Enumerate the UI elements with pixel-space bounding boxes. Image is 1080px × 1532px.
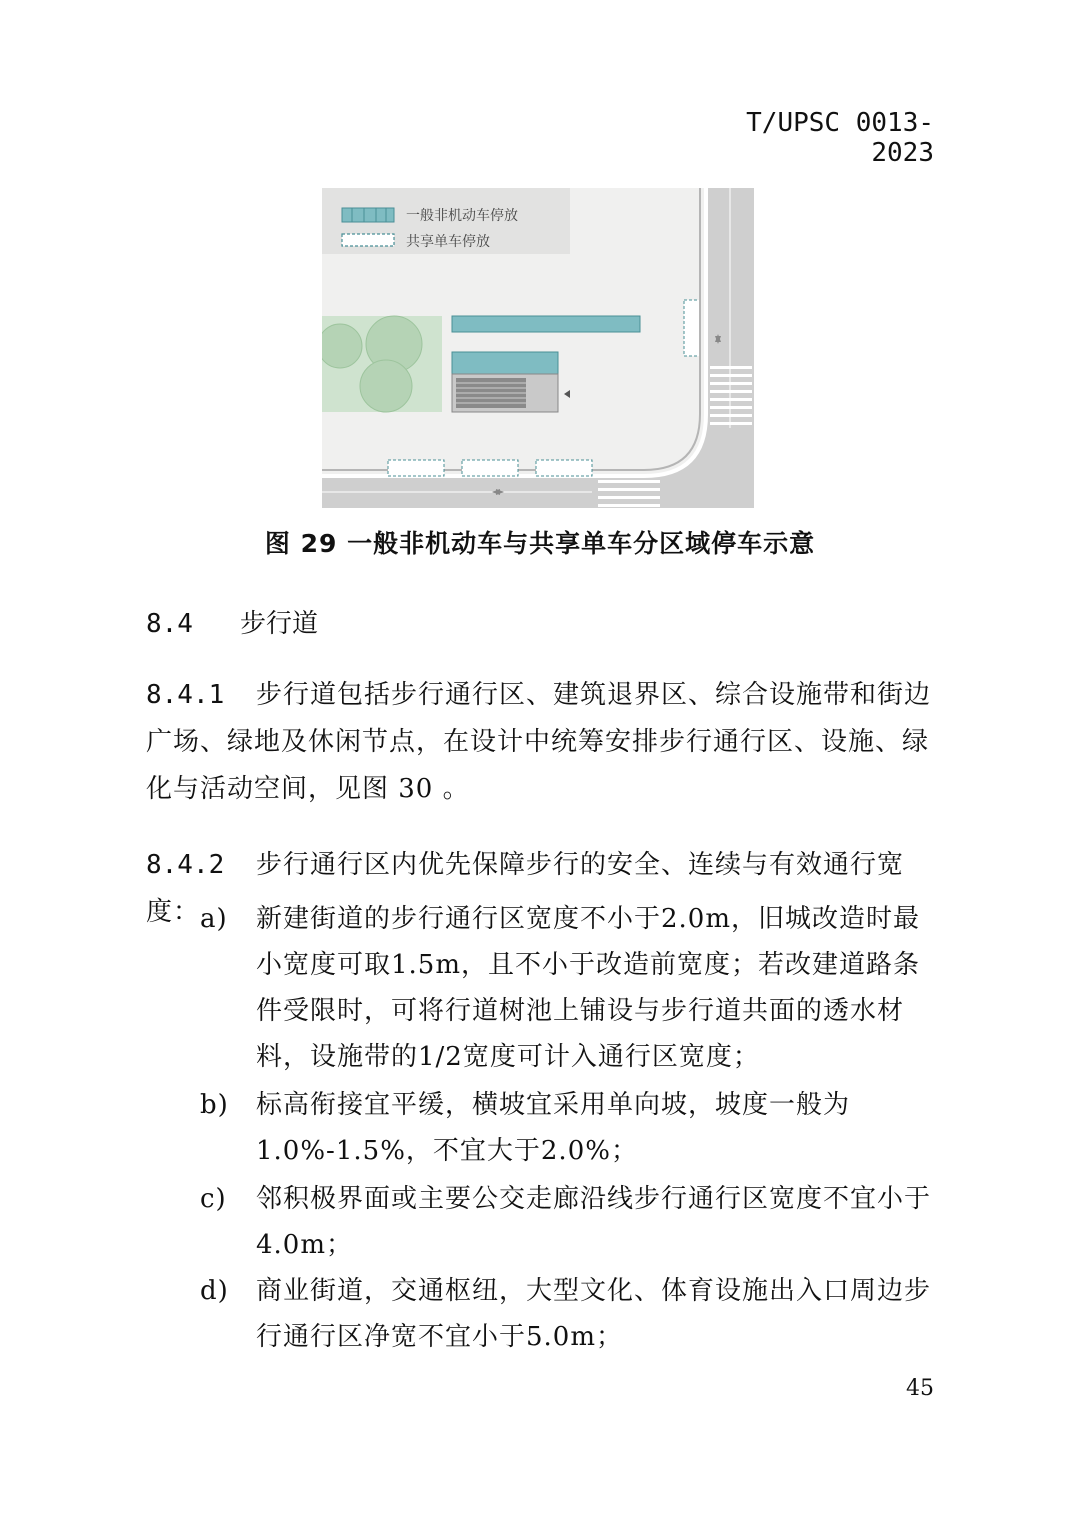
general-parking-strip-upper [452,316,640,332]
paragraph-number: 8.4.2 [146,850,225,880]
list-item-text: 邻积极界面或主要公交走廊沿线步行通行区宽度不宜小于4.0m； [256,1184,932,1260]
shared-parking-bottom-1 [388,460,444,476]
list-item-b [200,1082,940,1174]
list-item-d [200,1268,940,1360]
legend-label-general: 一般非机动车停放 [406,208,518,224]
parking-diagram [322,188,754,508]
legend-dashed-swatch [342,234,394,246]
list-item-text: 标高衔接宜平缓，横坡宜采用单向坡，坡度一般为1.0%-1.5%，不宜大于2.0%； [256,1090,851,1166]
shared-parking-bottom-3 [536,460,592,476]
list-item-text: 商业街道，交通枢纽，大型文化、体育设施出入口周边步行通行区净宽不宜小于5.0m； [256,1276,932,1352]
figure-caption: 图 29 一般非机动车与共享单车分区域停车示意 [264,529,816,558]
paragraph-number: 8.4.1 [146,680,225,710]
list-item-label: d) [200,1276,229,1306]
paragraph-text: 步行道包括步行通行区、建筑退界区、综合设施带和街边广场、绿地及休闲节点，在设计中统筹安排步行通行区、设施、绿化与活动空间，见图 30 。 [146,680,932,804]
shared-parking-bottom-2 [462,460,518,476]
shared-parking-right [684,300,700,356]
list-item-text: 新建街道的步行通行区宽度不小于2.0m，旧城改造时最小宽度可取1.5m，且不小于改造前宽度；若改建道路条件受限时，可将行道树池上铺设与步行道共面的透水材料，设施带的1/2宽度可计入通行区宽度； [256,904,921,1072]
paragraph-8-4-1 [146,672,936,813]
list-item-label: c) [200,1184,227,1214]
list-item-label: b) [200,1090,229,1120]
general-parking-strip-lower [452,352,558,374]
parking-zoning-figure [322,188,754,508]
list-item-c [200,1176,940,1268]
paragraph-text: 步行通行区内优先保障步行的安全、连续与有效通行宽度： [146,850,905,927]
page-number: 45 [906,1376,934,1401]
section-heading [146,603,318,640]
section-number: 8.4 [146,609,193,639]
document-code-header: T/UPSC 0013-2023 [746,108,934,168]
list-item-label: a) [200,904,228,934]
legend-label-shared: 共享单车停放 [406,234,490,250]
section-title: 步行道 [240,609,319,639]
list-item-a [200,896,940,1080]
